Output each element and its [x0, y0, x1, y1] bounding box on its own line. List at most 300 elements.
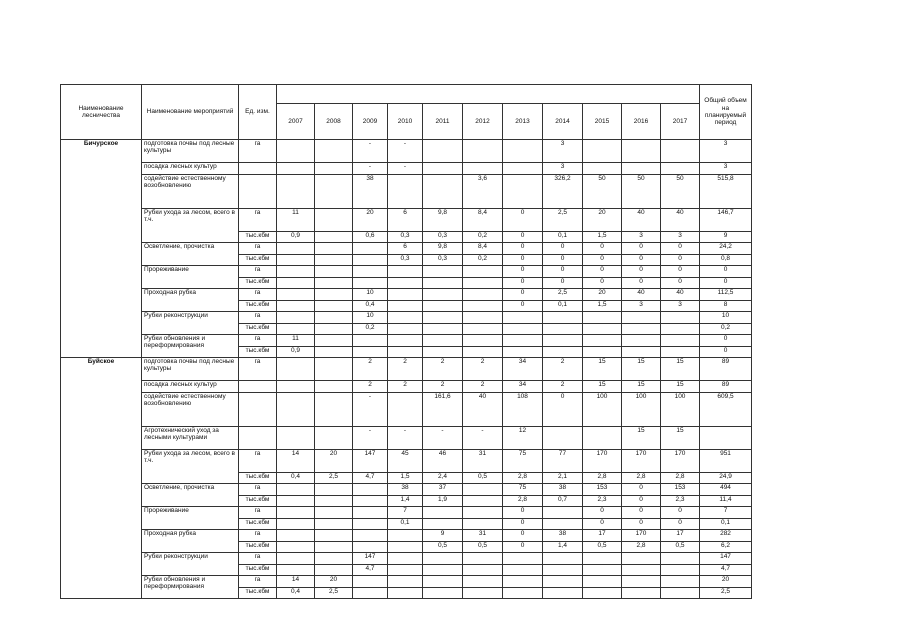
- year-value-cell: 31: [463, 449, 503, 472]
- total-cell: 9: [700, 231, 752, 243]
- year-value-cell: 0: [583, 507, 622, 519]
- year-value-cell: 0,6: [353, 231, 388, 243]
- activity-name: Рубки ухода за лесом, всего в т.ч.: [142, 208, 239, 243]
- year-value-cell: [277, 564, 315, 576]
- year-value-cell: 3: [661, 231, 700, 243]
- table-row: [61, 174, 752, 208]
- year-value-cell: [463, 587, 503, 599]
- year-value-cell: [661, 163, 700, 175]
- year-value-cell: [388, 553, 423, 565]
- year-value-cell: -: [388, 163, 423, 175]
- year-value-cell: 2,4: [423, 472, 463, 484]
- total-cell: 24,2: [700, 243, 752, 255]
- year-value-cell: [543, 507, 583, 519]
- year-value-cell: [622, 587, 661, 599]
- year-value-cell: 0,3: [423, 231, 463, 243]
- year-value-cell: [622, 323, 661, 335]
- year-value-cell: [315, 323, 353, 335]
- year-value-cell: [423, 553, 463, 565]
- year-value-cell: 34: [503, 358, 543, 381]
- year-value-cell: 2,8: [583, 472, 622, 484]
- year-value-cell: [315, 243, 353, 255]
- total-cell: 89: [700, 358, 752, 381]
- activity-name: Рубки ухода за лесом, всего в т.ч.: [142, 449, 239, 484]
- year-value-cell: [315, 518, 353, 530]
- year-value-cell: 0: [503, 507, 543, 519]
- year-value-cell: [423, 587, 463, 599]
- unit-cell: га: [239, 507, 277, 519]
- year-header: 2011: [423, 104, 463, 140]
- activity-name: Прореживание: [142, 507, 239, 530]
- year-value-cell: 11: [277, 208, 315, 231]
- table-row: [61, 312, 752, 324]
- year-value-cell: 6: [388, 243, 423, 255]
- year-value-cell: 0: [543, 243, 583, 255]
- activity-name: Агротехнический уход за лесными культурами: [142, 426, 239, 449]
- year-value-cell: [543, 553, 583, 565]
- year-value-cell: 3: [661, 300, 700, 312]
- year-value-cell: 0: [503, 208, 543, 231]
- year-value-cell: [463, 300, 503, 312]
- year-value-cell: 100: [661, 392, 700, 426]
- year-value-cell: 1,5: [583, 300, 622, 312]
- year-value-cell: [661, 312, 700, 324]
- year-value-cell: [622, 346, 661, 358]
- year-value-cell: 40: [661, 208, 700, 231]
- year-value-cell: [463, 553, 503, 565]
- activity-name: содействие естественному возобновлению: [142, 392, 239, 426]
- year-header: 2008: [315, 104, 353, 140]
- year-value-cell: [583, 335, 622, 347]
- year-value-cell: 2,5: [543, 289, 583, 301]
- year-value-cell: 170: [583, 449, 622, 472]
- year-value-cell: 108: [503, 392, 543, 426]
- year-value-cell: [388, 392, 423, 426]
- unit-cell: га: [239, 358, 277, 381]
- year-value-cell: [622, 140, 661, 163]
- year-value-cell: [315, 346, 353, 358]
- year-value-cell: 4,7: [353, 564, 388, 576]
- year-value-cell: 3: [622, 231, 661, 243]
- unit-cell: га: [239, 530, 277, 542]
- unit-cell: тыс.кбм: [239, 587, 277, 599]
- year-value-cell: [503, 553, 543, 565]
- year-value-cell: [388, 300, 423, 312]
- year-value-cell: [503, 323, 543, 335]
- year-value-cell: [353, 484, 388, 496]
- year-value-cell: -: [388, 426, 423, 449]
- year-value-cell: 2,5: [315, 472, 353, 484]
- year-value-cell: 2,3: [583, 495, 622, 507]
- year-value-cell: 17: [661, 530, 700, 542]
- year-value-cell: 1,9: [423, 495, 463, 507]
- year-value-cell: 0,4: [277, 472, 315, 484]
- total-cell: 146,7: [700, 208, 752, 231]
- year-value-cell: [315, 266, 353, 278]
- year-value-cell: 50: [622, 174, 661, 208]
- year-value-cell: 0: [503, 541, 543, 553]
- total-cell: 0: [700, 335, 752, 347]
- year-value-cell: [622, 576, 661, 588]
- year-value-cell: [315, 300, 353, 312]
- year-value-cell: 0,3: [423, 254, 463, 266]
- year-value-cell: [661, 335, 700, 347]
- year-value-cell: [353, 587, 388, 599]
- year-value-cell: 8,4: [463, 208, 503, 231]
- year-value-cell: [353, 243, 388, 255]
- year-value-cell: [353, 335, 388, 347]
- year-value-cell: 0: [543, 254, 583, 266]
- table-row: [61, 358, 752, 381]
- table-row: [61, 530, 752, 542]
- year-value-cell: [661, 564, 700, 576]
- year-value-cell: [277, 358, 315, 381]
- year-value-cell: 2,5: [315, 587, 353, 599]
- year-value-cell: -: [388, 140, 423, 163]
- activity-name: подготовка почвы под лесные культуры: [142, 140, 239, 163]
- year-value-cell: 0,9: [277, 346, 315, 358]
- year-value-cell: [277, 163, 315, 175]
- year-value-cell: 2: [423, 381, 463, 393]
- year-value-cell: 0: [622, 254, 661, 266]
- year-value-cell: 0: [543, 392, 583, 426]
- unit-cell: га: [239, 335, 277, 347]
- total-cell: 11,4: [700, 495, 752, 507]
- year-value-cell: [388, 289, 423, 301]
- year-value-cell: [583, 587, 622, 599]
- year-header: 2012: [463, 104, 503, 140]
- activity-name: Прореживание: [142, 266, 239, 289]
- table-row: [61, 289, 752, 301]
- year-header: 2014: [543, 104, 583, 140]
- total-cell: 8: [700, 300, 752, 312]
- year-value-cell: 147: [353, 553, 388, 565]
- table-row: [61, 266, 752, 278]
- year-value-cell: [315, 254, 353, 266]
- year-value-cell: [388, 174, 423, 208]
- year-value-cell: [583, 346, 622, 358]
- year-value-cell: [353, 541, 388, 553]
- total-cell: 89: [700, 381, 752, 393]
- year-value-cell: [423, 564, 463, 576]
- year-value-cell: [503, 564, 543, 576]
- activity-name: Осветление, прочистка: [142, 243, 239, 266]
- year-value-cell: [388, 323, 423, 335]
- year-value-cell: 0: [622, 243, 661, 255]
- year-value-cell: [463, 266, 503, 278]
- year-value-cell: [503, 174, 543, 208]
- year-value-cell: 38: [543, 484, 583, 496]
- year-value-cell: [503, 587, 543, 599]
- unit-cell: тыс.кбм: [239, 323, 277, 335]
- year-value-cell: [315, 495, 353, 507]
- year-value-cell: 0,2: [463, 254, 503, 266]
- total-cell: 951: [700, 449, 752, 472]
- year-value-cell: 326,2: [543, 174, 583, 208]
- total-cell: 20: [700, 576, 752, 588]
- year-value-cell: 0: [583, 254, 622, 266]
- year-header: 2009: [353, 104, 388, 140]
- year-value-cell: 34: [503, 381, 543, 393]
- year-value-cell: 2,8: [622, 472, 661, 484]
- year-value-cell: 0: [661, 266, 700, 278]
- year-value-cell: 0: [661, 507, 700, 519]
- year-value-cell: [315, 553, 353, 565]
- year-value-cell: [388, 530, 423, 542]
- year-value-cell: [315, 507, 353, 519]
- year-value-cell: 0: [503, 289, 543, 301]
- year-header: 2010: [388, 104, 423, 140]
- year-value-cell: 147: [353, 449, 388, 472]
- year-value-cell: 7: [388, 507, 423, 519]
- year-value-cell: [423, 346, 463, 358]
- year-value-cell: 3: [543, 140, 583, 163]
- year-value-cell: 0: [543, 266, 583, 278]
- total-cell: 0,8: [700, 254, 752, 266]
- year-value-cell: 6: [388, 208, 423, 231]
- year-value-cell: [543, 587, 583, 599]
- year-value-cell: [583, 312, 622, 324]
- year-value-cell: 15: [583, 358, 622, 381]
- year-value-cell: 31: [463, 530, 503, 542]
- year-value-cell: 0,2: [353, 323, 388, 335]
- year-value-cell: [583, 564, 622, 576]
- year-value-cell: [277, 323, 315, 335]
- year-value-cell: 0: [543, 277, 583, 289]
- unit-cell: га: [239, 449, 277, 472]
- year-value-cell: [277, 484, 315, 496]
- activity-name: Осветление, прочистка: [142, 484, 239, 507]
- unit-cell: тыс.кбм: [239, 495, 277, 507]
- table-row: [61, 553, 752, 565]
- year-value-cell: [388, 335, 423, 347]
- table-row: [61, 381, 752, 393]
- year-value-cell: [388, 312, 423, 324]
- year-value-cell: 0: [503, 518, 543, 530]
- year-value-cell: 10: [353, 289, 388, 301]
- total-cell: 6,2: [700, 541, 752, 553]
- total-cell: 282: [700, 530, 752, 542]
- unit-cell: [239, 392, 277, 426]
- year-value-cell: 0: [583, 518, 622, 530]
- unit-cell: га: [239, 553, 277, 565]
- year-value-cell: 3: [543, 163, 583, 175]
- activity-name: подготовка почвы под лесные культуры: [142, 358, 239, 381]
- year-value-cell: [543, 564, 583, 576]
- year-value-cell: 0: [503, 231, 543, 243]
- total-cell: 2,5: [700, 587, 752, 599]
- year-value-cell: 0,5: [423, 541, 463, 553]
- header-total: Общий объем на планируемый период: [700, 85, 752, 140]
- table-row: [61, 335, 752, 347]
- year-value-cell: [463, 140, 503, 163]
- total-cell: 0,2: [700, 323, 752, 335]
- year-value-cell: [388, 576, 423, 588]
- year-value-cell: [315, 163, 353, 175]
- total-cell: 4,7: [700, 564, 752, 576]
- table-row: [61, 163, 752, 175]
- year-value-cell: [315, 381, 353, 393]
- year-value-cell: 0: [622, 507, 661, 519]
- year-value-cell: -: [423, 426, 463, 449]
- activity-name: посадка лесных культур: [142, 381, 239, 393]
- unit-cell: тыс.кбм: [239, 541, 277, 553]
- year-value-cell: 15: [661, 381, 700, 393]
- year-value-cell: [277, 289, 315, 301]
- year-value-cell: [463, 484, 503, 496]
- year-value-cell: [661, 323, 700, 335]
- year-value-cell: 40: [661, 289, 700, 301]
- year-value-cell: 1,4: [543, 541, 583, 553]
- year-value-cell: 2: [463, 358, 503, 381]
- year-value-cell: [583, 140, 622, 163]
- year-value-cell: [463, 576, 503, 588]
- header-years-group: [277, 85, 700, 104]
- activity-name: содействие естественному возобновлению: [142, 174, 239, 208]
- year-value-cell: 0: [622, 266, 661, 278]
- year-value-cell: 170: [661, 449, 700, 472]
- total-cell: 112,5: [700, 289, 752, 301]
- year-value-cell: [583, 553, 622, 565]
- year-value-cell: 2,1: [543, 472, 583, 484]
- unit-cell: тыс.кбм: [239, 231, 277, 243]
- year-value-cell: [277, 254, 315, 266]
- year-value-cell: [423, 140, 463, 163]
- total-cell: 147: [700, 553, 752, 565]
- unit-cell: тыс.кбм: [239, 346, 277, 358]
- year-value-cell: [277, 392, 315, 426]
- year-value-cell: 0,9: [277, 231, 315, 243]
- year-header: 2007: [277, 104, 315, 140]
- year-value-cell: [503, 576, 543, 588]
- header-activity: Наименование мероприятий: [142, 85, 239, 140]
- table-row: [61, 208, 752, 231]
- year-value-cell: 15: [622, 426, 661, 449]
- year-value-cell: 170: [622, 449, 661, 472]
- year-value-cell: [423, 323, 463, 335]
- year-value-cell: [353, 266, 388, 278]
- year-value-cell: [315, 564, 353, 576]
- year-value-cell: 0: [661, 243, 700, 255]
- year-value-cell: [622, 553, 661, 565]
- total-cell: 0: [700, 346, 752, 358]
- year-value-cell: 0: [622, 277, 661, 289]
- total-cell: 3: [700, 163, 752, 175]
- year-value-cell: [277, 507, 315, 519]
- year-value-cell: [463, 312, 503, 324]
- year-value-cell: 38: [543, 530, 583, 542]
- year-value-cell: 0: [503, 254, 543, 266]
- year-value-cell: [353, 576, 388, 588]
- year-value-cell: 0,5: [661, 541, 700, 553]
- year-value-cell: 40: [622, 208, 661, 231]
- year-value-cell: -: [353, 426, 388, 449]
- year-value-cell: [661, 576, 700, 588]
- year-value-cell: [661, 553, 700, 565]
- year-value-cell: 0: [622, 518, 661, 530]
- year-value-cell: 0: [661, 254, 700, 266]
- unit-cell: тыс.кбм: [239, 472, 277, 484]
- year-value-cell: [277, 312, 315, 324]
- year-value-cell: [463, 289, 503, 301]
- year-value-cell: [353, 277, 388, 289]
- year-value-cell: 15: [622, 381, 661, 393]
- unit-cell: [239, 163, 277, 175]
- year-value-cell: [463, 495, 503, 507]
- year-value-cell: 12: [503, 426, 543, 449]
- year-value-cell: 15: [661, 358, 700, 381]
- year-value-cell: 0: [583, 266, 622, 278]
- year-value-cell: 77: [543, 449, 583, 472]
- year-value-cell: [463, 277, 503, 289]
- year-value-cell: [277, 266, 315, 278]
- year-value-cell: [315, 484, 353, 496]
- year-value-cell: 20: [583, 208, 622, 231]
- year-value-cell: 0: [503, 300, 543, 312]
- unit-cell: тыс.кбм: [239, 300, 277, 312]
- year-value-cell: 1,4: [388, 495, 423, 507]
- year-value-cell: 9,8: [423, 243, 463, 255]
- year-value-cell: [277, 300, 315, 312]
- total-cell: 515,8: [700, 174, 752, 208]
- year-value-cell: 75: [503, 484, 543, 496]
- year-value-cell: 17: [583, 530, 622, 542]
- activity-name: Рубки реконструкции: [142, 553, 239, 576]
- year-header: 2015: [583, 104, 622, 140]
- total-cell: 10: [700, 312, 752, 324]
- year-value-cell: [388, 541, 423, 553]
- year-value-cell: 75: [503, 449, 543, 472]
- year-value-cell: [463, 507, 503, 519]
- unit-cell: га: [239, 289, 277, 301]
- year-value-cell: 0,1: [388, 518, 423, 530]
- year-value-cell: 0,2: [463, 231, 503, 243]
- year-value-cell: 38: [353, 174, 388, 208]
- year-value-cell: [388, 587, 423, 599]
- year-value-cell: 0: [503, 243, 543, 255]
- year-value-cell: [622, 163, 661, 175]
- year-value-cell: [423, 576, 463, 588]
- total-cell: 0: [700, 277, 752, 289]
- year-value-cell: 9: [423, 530, 463, 542]
- year-value-cell: 170: [622, 530, 661, 542]
- year-value-cell: 4,7: [353, 472, 388, 484]
- activity-name: Проходная рубка: [142, 530, 239, 553]
- unit-cell: га: [239, 208, 277, 231]
- year-value-cell: [622, 312, 661, 324]
- year-value-cell: [543, 323, 583, 335]
- year-value-cell: -: [353, 392, 388, 426]
- year-value-cell: [543, 426, 583, 449]
- unit-cell: га: [239, 484, 277, 496]
- unit-cell: тыс.кбм: [239, 254, 277, 266]
- year-value-cell: 0,5: [463, 541, 503, 553]
- year-value-cell: 2,8: [503, 495, 543, 507]
- year-value-cell: 0,5: [583, 541, 622, 553]
- total-cell: 3: [700, 140, 752, 163]
- year-value-cell: [463, 323, 503, 335]
- year-value-cell: 2,5: [543, 208, 583, 231]
- year-value-cell: [277, 518, 315, 530]
- year-value-cell: [423, 289, 463, 301]
- year-value-cell: [463, 346, 503, 358]
- year-value-cell: 14: [277, 449, 315, 472]
- year-value-cell: [315, 392, 353, 426]
- table-row: [61, 507, 752, 519]
- year-value-cell: [423, 507, 463, 519]
- unit-cell: тыс.кбм: [239, 518, 277, 530]
- activity-name: посадка лесных культур: [142, 163, 239, 175]
